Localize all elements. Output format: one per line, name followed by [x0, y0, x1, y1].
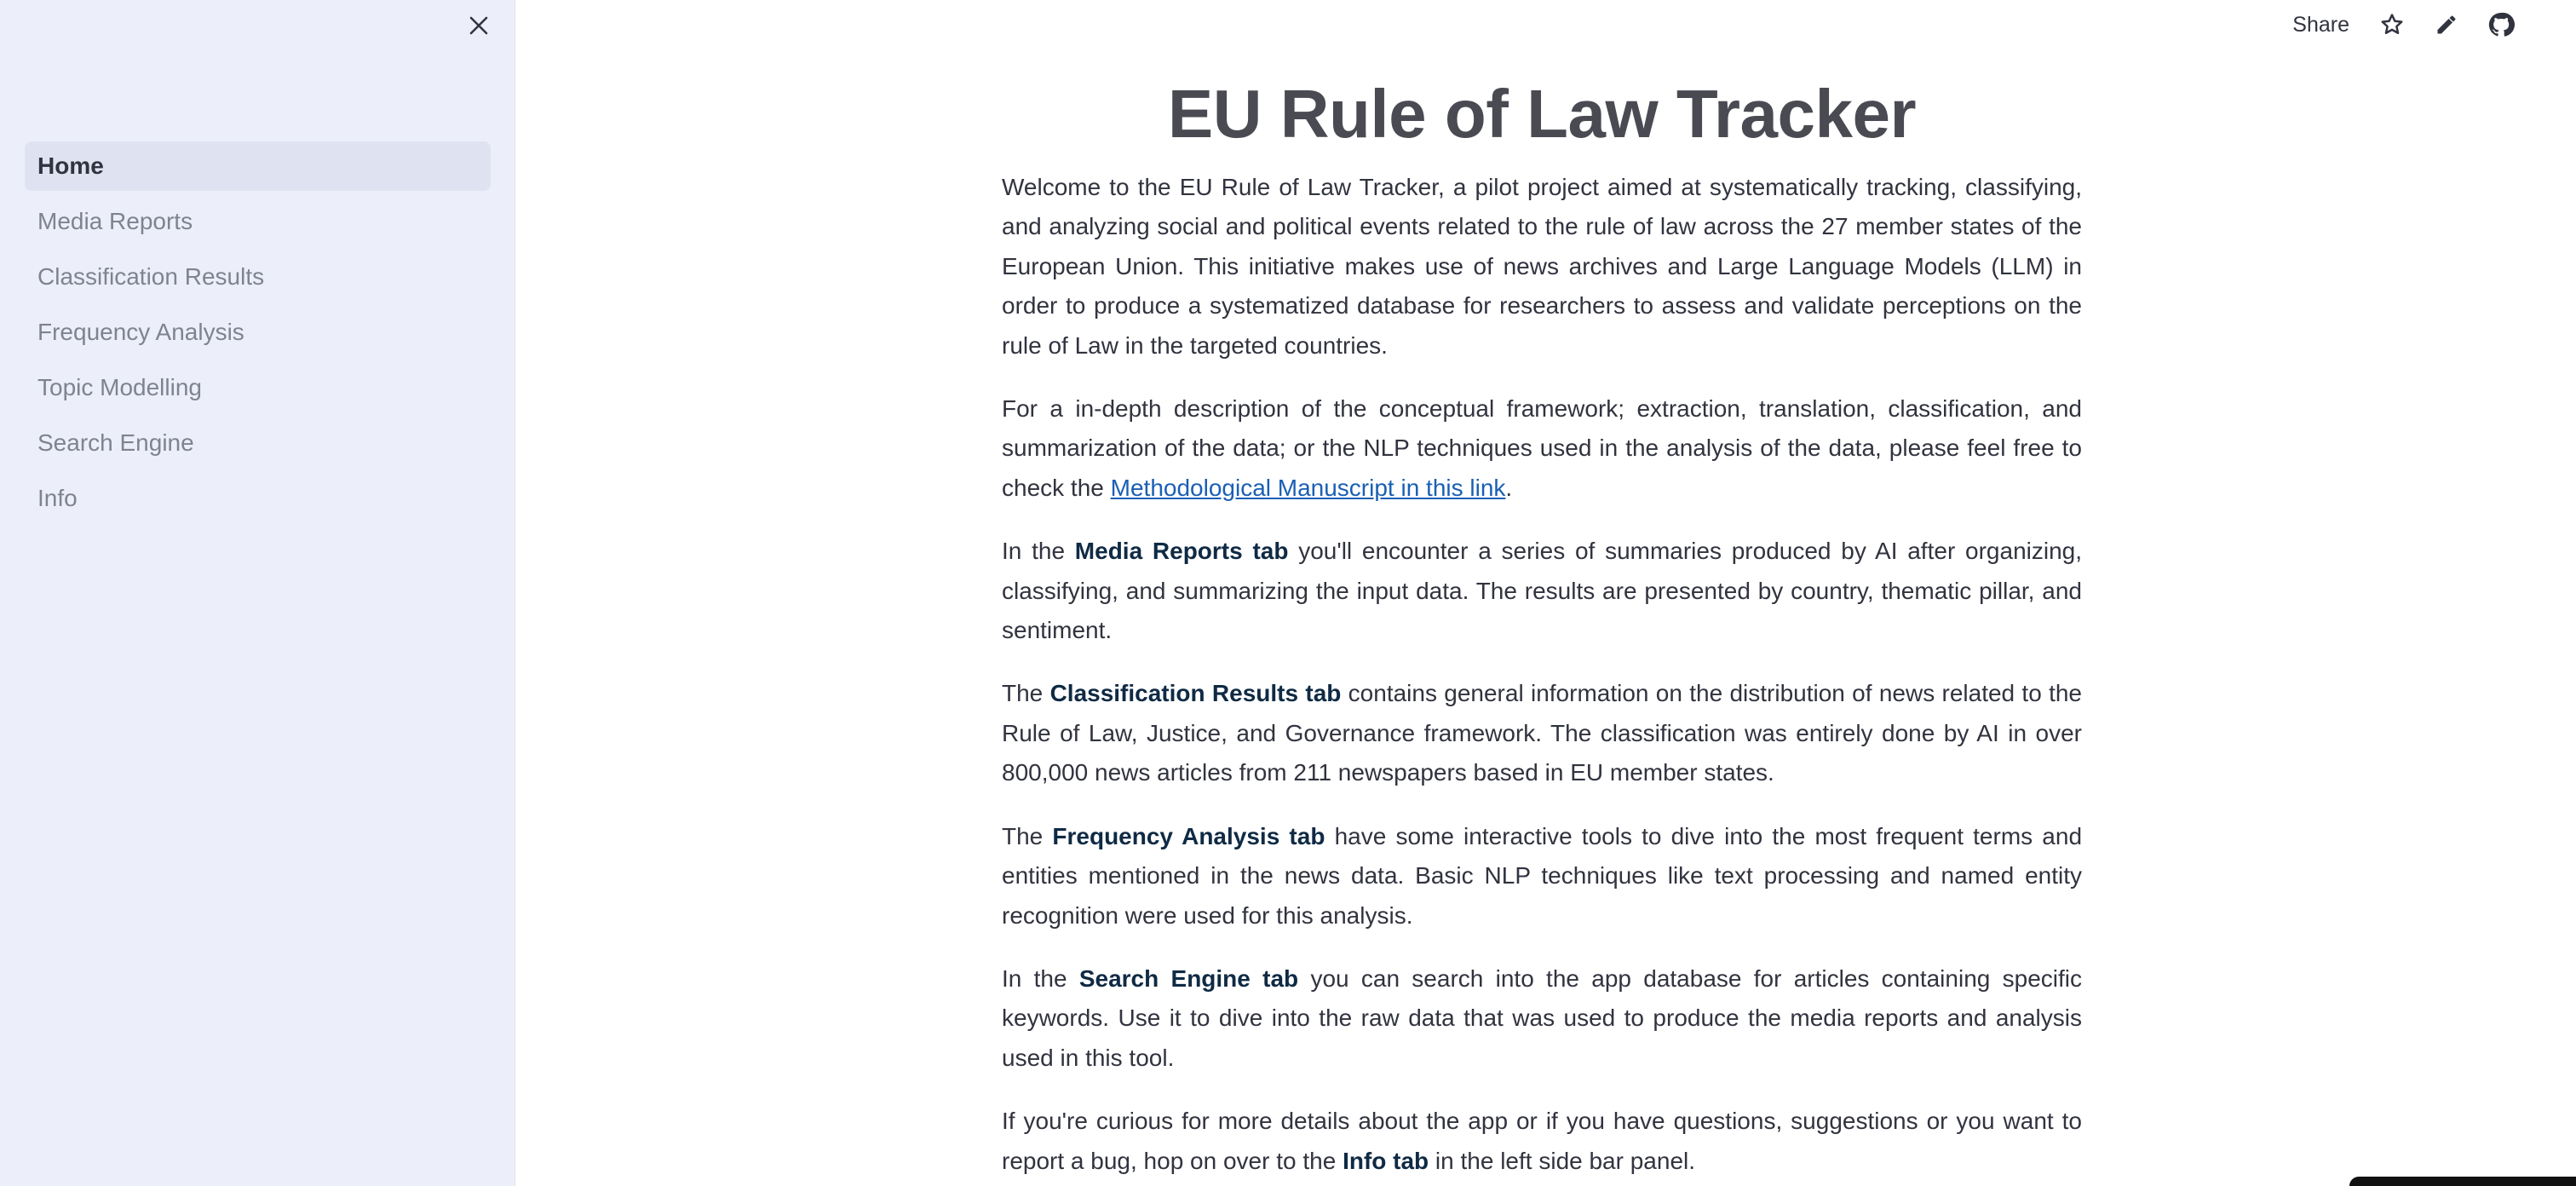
media-reports-tab-label: Media Reports tab [1074, 538, 1289, 565]
frequency-analysis-paragraph [1002, 817, 2082, 936]
star-icon [2379, 12, 2405, 37]
search-text-end: you can search into the app database for articles containing specific keywords. Use it to dive into the raw data that was used to produce the media reports and analysis used in this tool. [1002, 964, 2082, 1071]
share-button[interactable]: Share [2292, 12, 2349, 37]
media-reports-text-start: In the [1002, 538, 1075, 565]
edit-button[interactable] [2419, 5, 2474, 44]
sidebar-item-info[interactable]: Info [37, 485, 78, 511]
media-reports-text-end: you'll encounter a series of summaries produced by AI after organizing, classifying, and summarizing the input data. The results are presented by country, thematic pillar, and sentiment. [1002, 538, 2083, 644]
sidebar-item-topic-modelling[interactable]: Topic Modelling [37, 374, 202, 400]
page-title: EU Rule of Law Tracker [1167, 76, 1917, 152]
github-icon [2487, 11, 2515, 38]
favorite-button[interactable] [2365, 5, 2419, 44]
sidebar-item-frequency-analysis[interactable]: Frequency Analysis [37, 319, 244, 345]
classification-text-start: The [1002, 680, 1050, 707]
manage-app-widget[interactable] [2349, 1177, 2576, 1186]
info-text-end: in the left side bar panel. [1429, 1147, 1696, 1174]
sidebar-nav [25, 141, 491, 529]
classification-results-tab-label: Classification Results tab [1049, 680, 1342, 707]
frequency-text-start: The [1002, 822, 1053, 849]
frequency-analysis-tab-label: Frequency Analysis tab [1052, 822, 1325, 849]
pencil-icon [2435, 13, 2458, 37]
sidebar-item-media-reports[interactable]: Media Reports [37, 208, 193, 234]
methodology-text-end: . [1505, 474, 1513, 501]
search-engine-tab-label: Search Engine tab [1078, 964, 1299, 992]
sidebar-item-classification-results[interactable]: Classification Results [37, 263, 265, 290]
info-tab-label: Info tab [1343, 1147, 1429, 1174]
info-text-start: If you're curious for more details about the app or if you have questions, suggestions or you want to report a bug, hop on over to the [1002, 1108, 2082, 1174]
sidebar [0, 0, 515, 1186]
github-button[interactable] [2474, 5, 2528, 44]
top-toolbar [2277, 5, 2528, 44]
media-reports-paragraph [1002, 532, 2082, 650]
close-sidebar-button[interactable] [465, 12, 492, 39]
close-icon [468, 14, 490, 37]
sidebar-item-home[interactable]: Home [25, 141, 491, 191]
main-content [1002, 0, 2082, 1181]
frequency-text-end: have some interactive tools to dive into the most frequent terms and entities mentioned in the news data. Basic NLP techniques like text processing and named entity recognition were used for this analysis. [1002, 822, 2083, 929]
sidebar-item-search-engine[interactable]: Search Engine [37, 429, 194, 456]
methodology-paragraph [1002, 389, 2082, 508]
methodology-text: For a in-depth description of the conceptual framework; extraction, translation, classification, and summarization of the data; or the NLP techniques used in the analysis of the data, please feel free to check the [1002, 395, 2082, 501]
classification-text-end: contains general information on the distribution of news related to the Rule of Law, Justice, and Governance framework. The classification was entirely done by AI in over 800,000 news articles from 211 newspapers based in EU member states. [1002, 680, 2083, 786]
intro-paragraph: Welcome to the EU Rule of Law Tracker, a pilot project aimed at systematically tracking, classifying, and analyzing social and political events related to the rule of law across the 27 member states of the European Union. This initiative makes use of news archives and Large Language Models (LLM) in order to produce a systematized database for researchers to assess and validate perceptions on the rule of Law in the targeted countries. [1002, 174, 2082, 359]
classification-results-paragraph [1002, 674, 2082, 792]
search-engine-paragraph [1002, 959, 2082, 1078]
info-paragraph [1002, 1102, 2082, 1181]
methodological-manuscript-link[interactable]: Methodological Manuscript in this link [1110, 474, 1506, 501]
search-text-start: In the [1002, 964, 1079, 992]
